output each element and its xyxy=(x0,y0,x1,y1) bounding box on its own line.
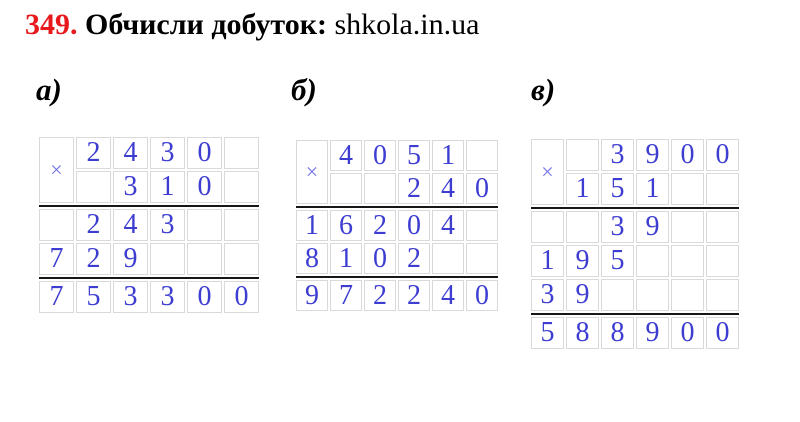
digit-cell xyxy=(466,140,498,171)
digit-cell: 5 xyxy=(531,317,564,349)
digit-cell xyxy=(364,173,396,204)
digit-cell: 4 xyxy=(113,137,148,169)
digit-cell: 3 xyxy=(113,171,148,203)
digit-cell: 2 xyxy=(76,137,111,169)
digit-cell xyxy=(671,245,704,277)
multiplication-grid-b xyxy=(296,140,498,311)
digit-cell xyxy=(187,243,222,275)
digit-cell xyxy=(706,245,739,277)
digit-cell xyxy=(671,173,704,205)
digit-cell: 0 xyxy=(364,243,396,274)
digit-cell: 6 xyxy=(330,210,362,241)
digit-cell: 7 xyxy=(39,243,74,275)
digit-cell xyxy=(531,211,564,243)
digit-cell: 3 xyxy=(601,139,634,171)
digit-cell xyxy=(706,211,739,243)
digit-cell: 2 xyxy=(398,280,430,311)
digit-cell: 4 xyxy=(113,209,148,241)
digit-cell: 2 xyxy=(364,280,396,311)
sum-rule-line xyxy=(296,206,498,208)
digit-cell: 2 xyxy=(398,173,430,204)
digit-cell xyxy=(671,211,704,243)
digit-cell xyxy=(566,211,599,243)
exercise-number: 349. xyxy=(25,8,78,41)
digit-cell xyxy=(330,173,362,204)
digit-cell xyxy=(187,209,222,241)
exercise-header xyxy=(25,8,479,43)
digit-cell xyxy=(636,245,669,277)
digit-cell xyxy=(39,209,74,241)
digit-cell: 8 xyxy=(601,317,634,349)
digit-cell: 3 xyxy=(150,209,185,241)
digit-cell: 8 xyxy=(296,243,328,274)
digit-cell xyxy=(224,243,259,275)
sum-rule-line xyxy=(531,313,739,315)
problem-label-a: а) xyxy=(36,72,62,107)
digit-cell: 4 xyxy=(432,280,464,311)
sum-rule-line xyxy=(39,277,259,279)
problem-label-v: в) xyxy=(531,72,556,107)
digit-cell: 2 xyxy=(76,209,111,241)
multiplication-grid-a xyxy=(39,137,259,313)
digit-cell: 9 xyxy=(566,279,599,311)
site-watermark: shkola.in.ua xyxy=(334,8,480,41)
digit-cell: 3 xyxy=(150,281,185,313)
exercise-title: Обчисли добуток: xyxy=(85,8,327,41)
multiplication-sign: × xyxy=(296,140,328,204)
digit-cell xyxy=(636,279,669,311)
digit-cell xyxy=(224,209,259,241)
digit-cell: 4 xyxy=(330,140,362,171)
digit-cell: 9 xyxy=(636,139,669,171)
sum-rule-line xyxy=(531,207,739,209)
digit-cell: 0 xyxy=(466,280,498,311)
digit-cell xyxy=(706,279,739,311)
digit-cell xyxy=(466,210,498,241)
digit-cell: 0 xyxy=(224,281,259,313)
digit-cell: 1 xyxy=(150,171,185,203)
digit-cell xyxy=(466,243,498,274)
digit-cell: 9 xyxy=(113,243,148,275)
digit-cell: 2 xyxy=(364,210,396,241)
digit-cell: 9 xyxy=(566,245,599,277)
digit-cell: 4 xyxy=(432,173,464,204)
digit-cell: 0 xyxy=(187,281,222,313)
digit-cell xyxy=(224,137,259,169)
digit-cell: 9 xyxy=(296,280,328,311)
digit-cell: 8 xyxy=(566,317,599,349)
digit-cell: 0 xyxy=(398,210,430,241)
digit-cell xyxy=(150,243,185,275)
digit-cell: 2 xyxy=(398,243,430,274)
digit-cell xyxy=(671,279,704,311)
digit-cell: 0 xyxy=(187,137,222,169)
digit-cell: 9 xyxy=(636,211,669,243)
digit-cell: 0 xyxy=(671,317,704,349)
problem-label-b: б) xyxy=(291,72,317,107)
sum-rule-line xyxy=(296,276,498,278)
digit-cell: 4 xyxy=(432,210,464,241)
digit-cell: 0 xyxy=(671,139,704,171)
multiplication-grid-v xyxy=(531,139,739,349)
digit-cell: 1 xyxy=(566,173,599,205)
digit-cell: 0 xyxy=(706,139,739,171)
multiplication-sign: × xyxy=(39,137,74,203)
digit-cell: 9 xyxy=(636,317,669,349)
digit-cell: 0 xyxy=(706,317,739,349)
digit-cell: 3 xyxy=(150,137,185,169)
digit-cell: 1 xyxy=(531,245,564,277)
digit-cell: 2 xyxy=(76,243,111,275)
multiplication-sign: × xyxy=(531,139,564,205)
digit-cell: 0 xyxy=(187,171,222,203)
digit-cell: 1 xyxy=(296,210,328,241)
digit-cell: 3 xyxy=(113,281,148,313)
digit-cell: 0 xyxy=(466,173,498,204)
digit-cell: 5 xyxy=(601,173,634,205)
digit-cell: 1 xyxy=(636,173,669,205)
digit-cell xyxy=(566,139,599,171)
digit-cell: 1 xyxy=(330,243,362,274)
digit-cell: 7 xyxy=(330,280,362,311)
digit-cell: 5 xyxy=(398,140,430,171)
digit-cell: 1 xyxy=(432,140,464,171)
digit-cell: 7 xyxy=(39,281,74,313)
digit-cell: 3 xyxy=(531,279,564,311)
digit-cell: 5 xyxy=(76,281,111,313)
digit-cell: 0 xyxy=(364,140,396,171)
digit-cell xyxy=(76,171,111,203)
digit-cell: 5 xyxy=(601,245,634,277)
sum-rule-line xyxy=(39,205,259,207)
digit-cell xyxy=(432,243,464,274)
digit-cell: 3 xyxy=(601,211,634,243)
digit-cell xyxy=(706,173,739,205)
digit-cell xyxy=(601,279,634,311)
digit-cell xyxy=(224,171,259,203)
